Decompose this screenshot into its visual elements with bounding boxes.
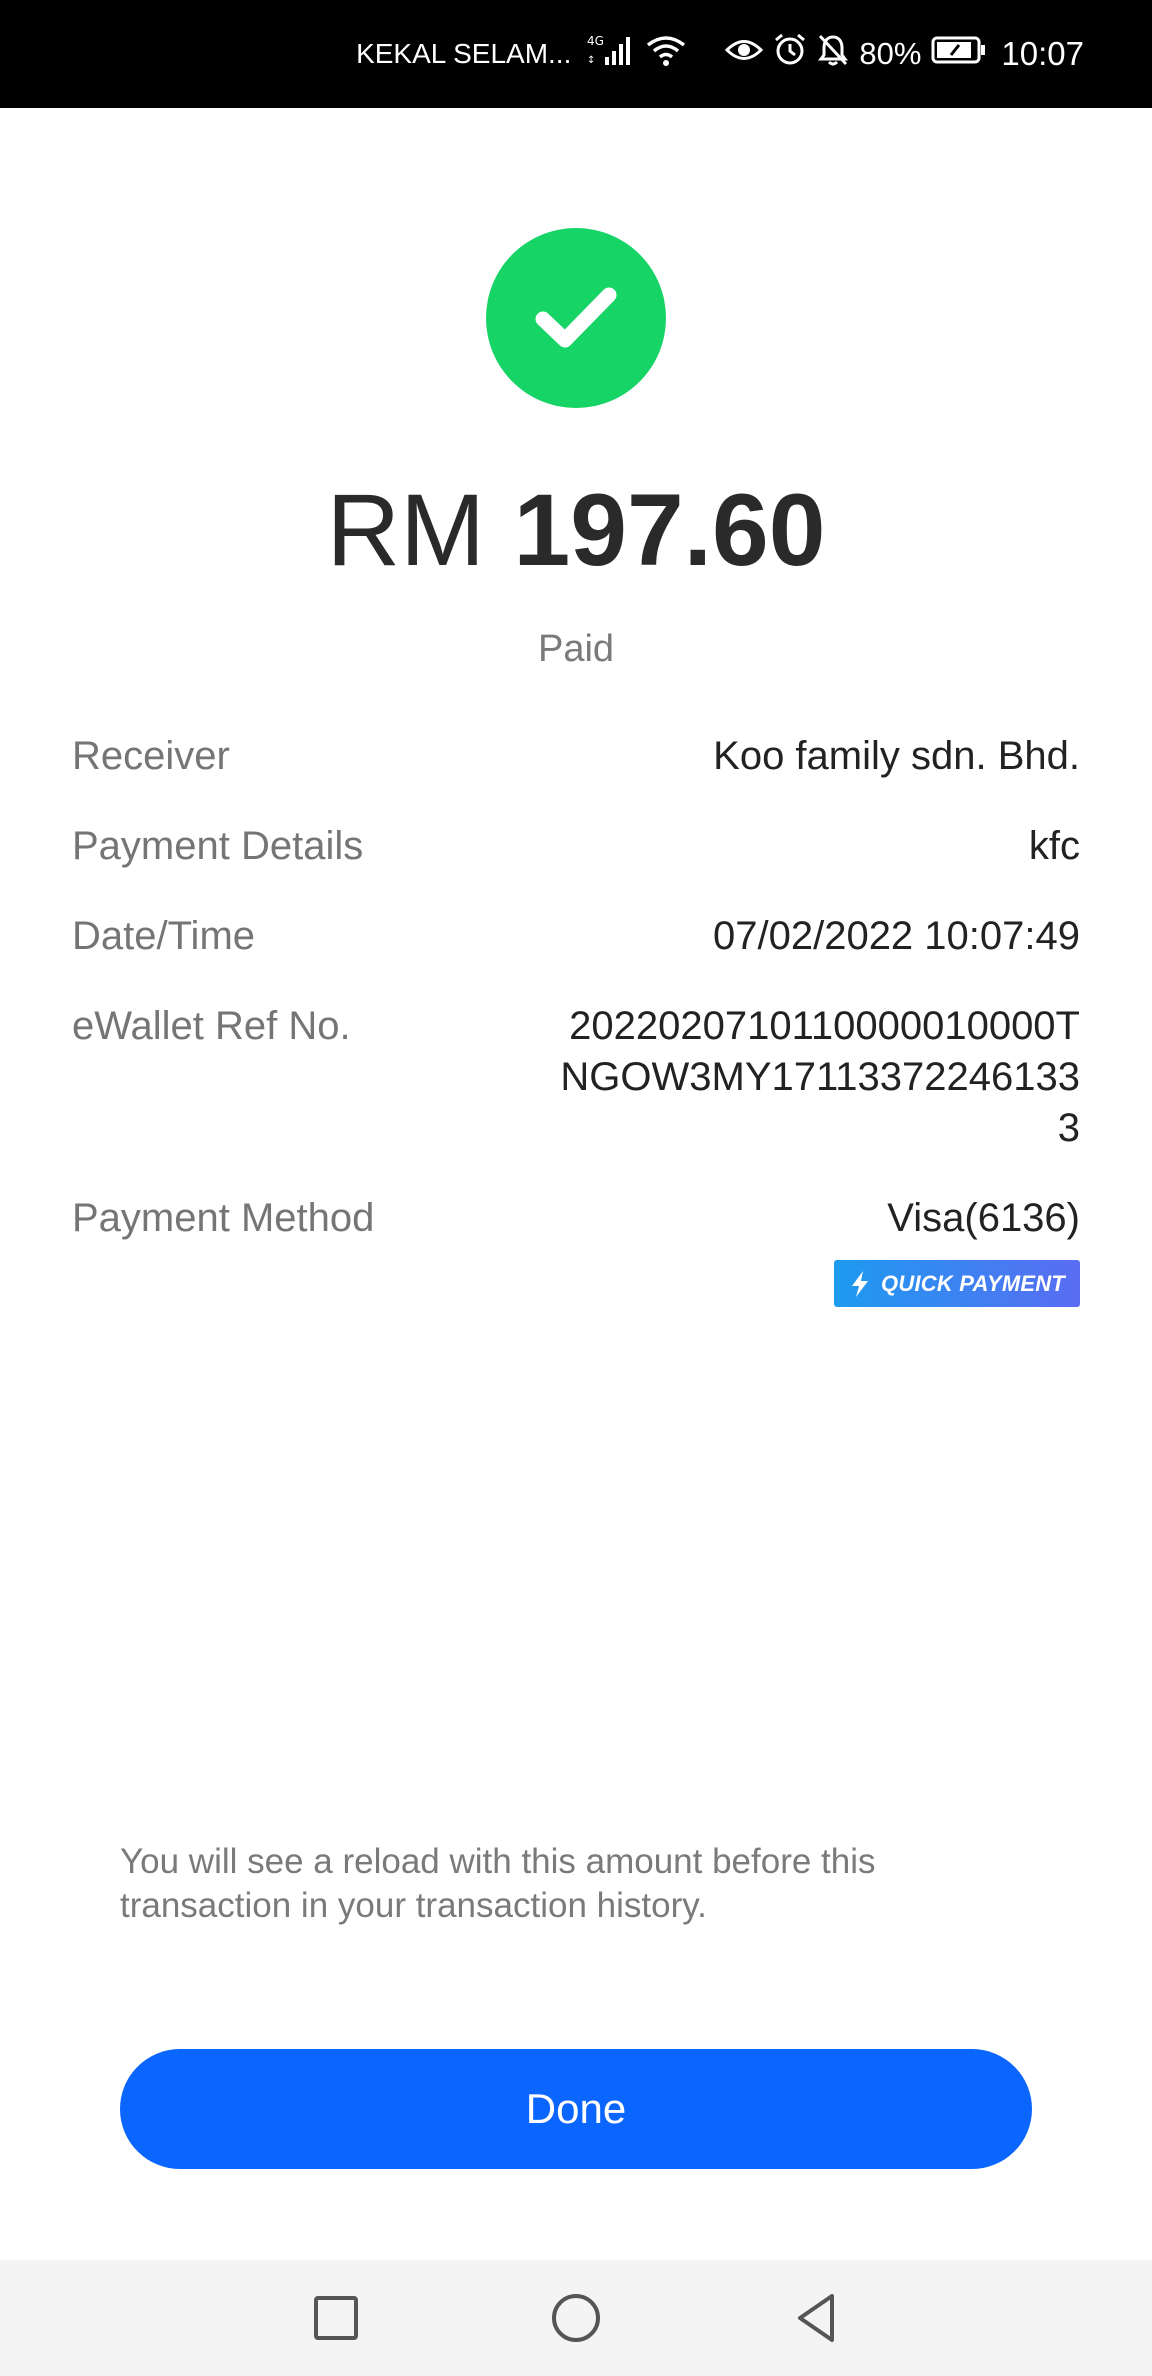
eye-icon [725,35,763,73]
currency-label: RM [326,473,486,587]
payment-amount [0,470,1152,590]
datetime-value: 07/02/2022 10:07:49 [712,914,1080,958]
receiver-value: Koo family sdn. Bhd. [713,734,1080,778]
amount-value: 197.60 [513,473,826,587]
home-icon[interactable] [548,2290,604,2346]
svg-text:↕: ↕ [587,55,596,66]
checkmark-icon [531,283,621,353]
notifications-off-icon [817,33,849,75]
signal-icon [587,33,635,75]
battery-percent: 80% [859,36,922,71]
recent-apps-icon[interactable] [308,2290,364,2346]
payment-method-value: Visa(6136) [887,1196,1080,1240]
network-type: 4G [587,34,605,48]
lightning-icon [849,1270,871,1298]
success-badge [486,228,666,408]
payment-method-label: Payment Method [72,1196,375,1240]
payment-details-value: kfc [1028,824,1080,868]
ref-value: 2022020710110000010000TNGOW3MY171133722461333 [560,1004,1080,1150]
status-bar-right [356,0,1084,108]
wifi-icon [645,33,687,75]
navigation-bar [0,2260,1152,2376]
battery-icon [931,35,987,73]
payment-status: Paid [537,628,615,670]
receiver-label: Receiver [72,734,230,778]
ref-label: eWallet Ref No. [72,1004,351,1048]
clock-time: 10:07 [1001,35,1084,72]
payment-details-label: Payment Details [72,824,364,868]
alarm-icon [773,33,807,75]
carrier-name: KEKAL SELAM... [356,38,572,69]
done-button[interactable]: Done [120,2049,1032,2169]
status-bar [0,0,1152,108]
datetime-label: Date/Time [72,914,256,958]
back-icon[interactable] [788,2290,844,2346]
quick-payment-badge [834,1260,1080,1307]
reload-note: You will see a reload with this amount before this transaction in your transaction history. [120,1842,876,1925]
quick-payment-label: QUICK PAYMENT [881,1271,1065,1296]
